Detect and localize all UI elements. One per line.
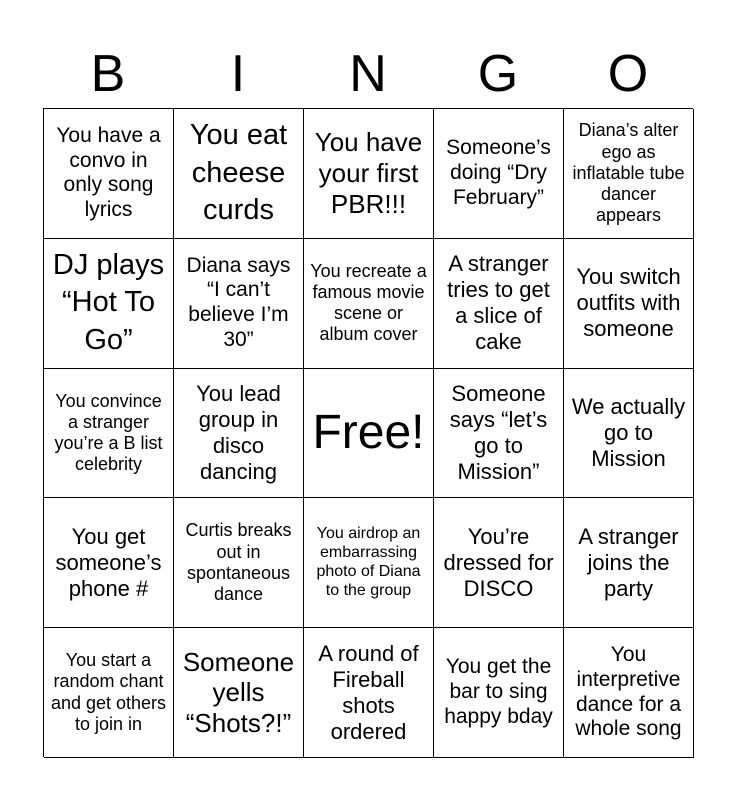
header-letter-g: G bbox=[477, 45, 519, 103]
bingo-cell[interactable]: DJ plays “Hot To Go” bbox=[44, 239, 174, 369]
header-letter-b: B bbox=[90, 45, 126, 103]
bingo-cell[interactable]: You convince a stranger you’re a B list celebrity bbox=[44, 369, 174, 499]
bingo-cell[interactable]: You’re dressed for DISCO bbox=[434, 498, 564, 628]
bingo-cell[interactable]: Diana’s alter ego as inflatable tube dancer appears bbox=[564, 109, 694, 239]
bingo-cell[interactable]: You interpretive dance for a whole song bbox=[564, 628, 694, 758]
header-letter-o: O bbox=[607, 45, 649, 103]
bingo-cell[interactable]: A stranger tries to get a slice of cake bbox=[434, 239, 564, 369]
bingo-cell[interactable]: Curtis breaks out in spontaneous dance bbox=[174, 498, 304, 628]
header-letter-i: I bbox=[230, 45, 246, 103]
bingo-cell[interactable]: A stranger joins the party bbox=[564, 498, 694, 628]
bingo-cell[interactable]: Someone says “let’s go to Mission” bbox=[434, 369, 564, 499]
bingo-cell[interactable]: We actually go to Mission bbox=[564, 369, 694, 499]
bingo-cell[interactable]: You recreate a famous movie scene or album cover bbox=[304, 239, 434, 369]
bingo-cell[interactable]: A round of Fireball shots ordered bbox=[304, 628, 434, 758]
bingo-cell[interactable]: Diana says “I can’t believe I’m 30” bbox=[174, 239, 304, 369]
bingo-cell[interactable]: You start a random chant and get others to join in bbox=[44, 628, 174, 758]
bingo-header bbox=[43, 40, 693, 108]
bingo-cell[interactable]: You eat cheese curds bbox=[174, 109, 304, 239]
header-letter-n: N bbox=[349, 45, 387, 103]
bingo-cell[interactable]: You have your first PBR!!! bbox=[304, 109, 434, 239]
bingo-cell[interactable]: You have a convo in only song lyrics bbox=[44, 109, 174, 239]
bingo-cell[interactable]: You switch outfits with someone bbox=[564, 239, 694, 369]
free-space-cell[interactable]: Free! bbox=[304, 369, 434, 499]
bingo-cell[interactable]: Someone’s doing “Dry February” bbox=[434, 109, 564, 239]
bingo-cell[interactable]: Someone yells “Shots?!” bbox=[174, 628, 304, 758]
bingo-cell[interactable]: You airdrop an embarrassing photo of Diana to the group bbox=[304, 498, 434, 628]
bingo-cell[interactable]: You get someone’s phone # bbox=[44, 498, 174, 628]
bingo-cell[interactable]: You lead group in disco dancing bbox=[174, 369, 304, 499]
bingo-grid bbox=[43, 108, 693, 757]
bingo-cell[interactable]: You get the bar to sing happy bday bbox=[434, 628, 564, 758]
